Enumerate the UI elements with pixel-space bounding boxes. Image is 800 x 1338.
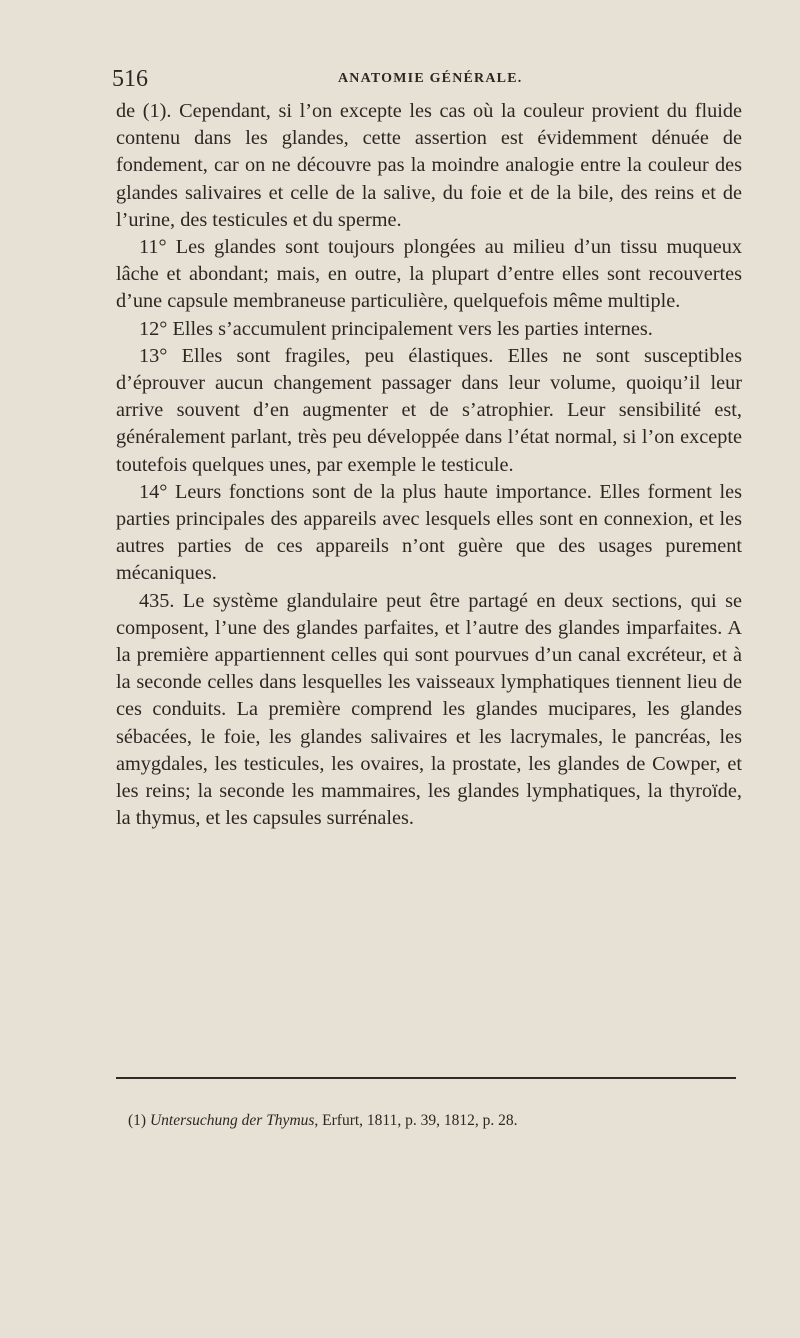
paragraph-continuation: de (1). Cependant, si l’on excepte les cas où la couleur provient du fluide contenu dans les glandes, cette assertion est évidemment dénuée de fondement, car on ne découvre pas la moindre analogie entre la couleur des glandes salivaires et celle de la salive, du foie et de la bile, des reins et de l’urine, des testicules et du sperme. (116, 100, 742, 231)
footnote-reference: , Erfurt, 1811, p. 39, 1812, p. 28. (314, 1112, 518, 1129)
page-number: 516 (112, 66, 148, 92)
paragraph-point-14: 14° Leurs fonctions sont de la plus haute importance. Elles forment les parties principales des appareils avec lesquels elles sont en connexion, et les autres parties de ces appareils n’ont guère que des usages purement mécaniques. (116, 480, 742, 585)
footnote-title: Untersuchung der Thymus (149, 1112, 315, 1129)
paragraph-section-435: 435. Le système glandulaire peut être partagé en deux sections, qui se composent, l’une des glandes parfaites, et l’autre des glandes imparfaites. A la première appartiennent celles qui sont pourvues d’un canal excréteur, et à la seconde celles dans lesquelles les vaisseaux lymphatiques tiennent lieu de ces conduits. La première comprend les glandes mucipares, les glandes sébacées, le foie, les glandes salivaires et les lacrymales, le pancréas, les amygdales, les testicules, les ovaires, la prostate, les glandes de Cowper, et les reins; la seconde les mammaires, les glandes lymphatiques, la thyroïde, la thymus, et les capsules surrénales. (116, 589, 742, 830)
paragraph-point-11: 11° Les glandes sont toujours plongées au milieu d’un tissu muqueux lâche et abondant; mais, en outre, la plupart d’entre elles sont recouvertes d’une capsule membraneuse particulière, quelquefois même multiple. (116, 236, 742, 313)
footnote-divider (116, 1077, 736, 1079)
running-title: ANATOMIE GÉNÉRALE. (338, 71, 523, 86)
running-head (112, 64, 742, 94)
footnote-marker: (1) (128, 1112, 147, 1129)
paragraph-point-13: 13° Elles sont fragiles, peu élastiques. Elles ne sont susceptibles d’éprouver aucun changement passager dans leur volume, quoiqu’il leur arrive souvent d’en augmenter et de s’atrophier. Leur sensibilité est, généralement parlant, très peu développée dans l’état normal, si l’on excepte toutefois quelques unes, par exemple le testicule. (116, 344, 742, 476)
footnote (128, 1110, 748, 1132)
body-text (116, 98, 742, 832)
paragraph-point-12: 12° Elles s’accumulent principalement vers les parties internes. (139, 317, 653, 340)
